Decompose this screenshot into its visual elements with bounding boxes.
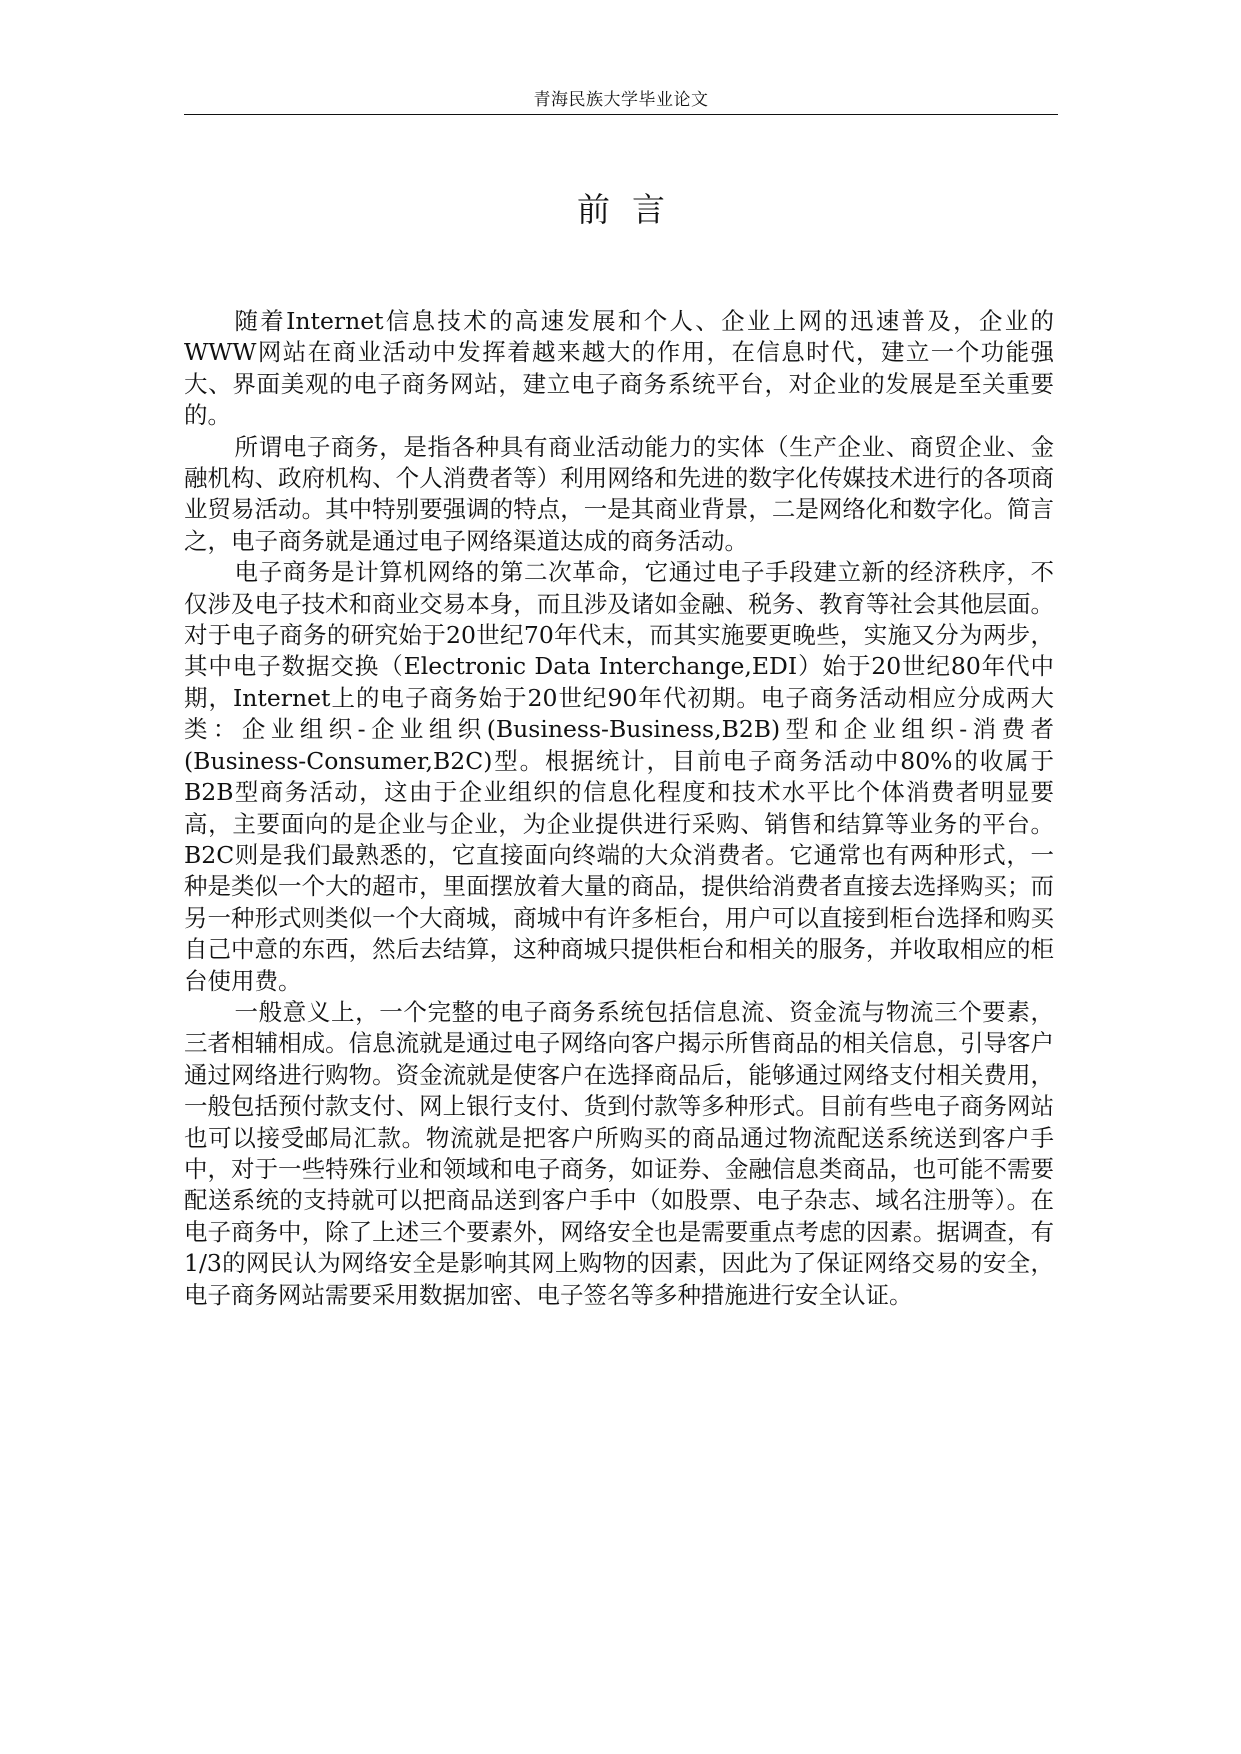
header-divider <box>184 114 1058 115</box>
paragraph-intro: 随着Internet信息技术的高速发展和个人、企业上网的迅速普及，企业的WWW网站在商业活动中发挥着越来越大的作用，在信息时代，建立一个功能强大、界面美观的电子商务网站，建立电子商务系统平台，对企业的发展是至关重要的。 <box>184 307 1054 430</box>
paragraph-elements: 一般意义上，一个完整的电子商务系统包括信息流、资金流与物流三个要素，三者相辅相成。信息流就是通过电子网络向客户揭示所售商品的相关信息，引导客户通过网络进行购物。资金流就是使客户在选择商品后，能够通过网络支付相关费用，一般包括预付款支付、网上银行支付、货到付款等多种形式。目前有些电子商务网站也可以接受邮局汇款。物流就是把客户所购买的商品通过物流配送系统送到客户手中，对于一些特殊行业和领域和电子商务，如证券、金融信息类商品，也可能不需要配送系统的支持就可以把商品送到客户手中（如股票、电子杂志、域名注册等）。在电子商务中，除了上述三个要素外，网络安全也是需要重点考虑的因素。据调查，有1/3的网民认为网络安全是影响其网上购物的因素，因此为了保证网络交易的安全，电子商务网站需要采用数据加密、电子签名等多种措施进行安全认证。 <box>184 997 1054 1309</box>
paragraph-history: 电子商务是计算机网络的第二次革命，它通过电子手段建立新的经济秩序，不仅涉及电子技术和商业交易本身，而且涉及诸如金融、税务、教育等社会其他层面。对于电子商务的研究始于20世纪70年代末，而其实施要更晚些，实施又分为两步，其中电子数据交换（Electronic Data Interchange,EDI）始于20世纪80年代中期，Internet上的电子商务始于20世纪90年代初期。电子商务活动相应分成两大类：企业组织-企业组织(Business-Business,B2B)型和企业组织-消费者(Business-Consumer,B2C)型。根据统计，目前电子商务活动中80%的收属于B2B型商务活动，这由于企业组织的信息化程度和技术水平比个体消费者明显要高，主要面向的是企业与企业，为企业提供进行采购、销售和结算等业务的平台。B2C则是我们最熟悉的，它直接面向终端的大众消费者。它通常也有两种形式，一种是类似一个大的超市，里面摆放着大量的商品，提供给消费者直接去选择购买；而另一种形式则类似一个大商城，商城中有许多柜台，用户可以直接到柜台选择和购买自己中意的东西，然后去结算，这种商城只提供柜台和相关的服务，并收取相应的柜台使用费。 <box>184 558 1054 995</box>
running-header: 青海民族大学毕业论文 <box>533 90 709 110</box>
paragraph-definition: 所谓电子商务，是指各种具有商业活动能力的实体（生产企业、商贸企业、金融机构、政府机构、个人消费者等）利用网络和先进的数字化传媒技术进行的各项商业贸易活动。其中特别要强调的特点，一是其商业背景，二是网络化和数字化。简言之，电子商务就是通过电子网络渠道达成的商务活动。 <box>184 432 1054 555</box>
body-text <box>184 306 1054 1311</box>
page-title: 前言 <box>577 190 687 229</box>
